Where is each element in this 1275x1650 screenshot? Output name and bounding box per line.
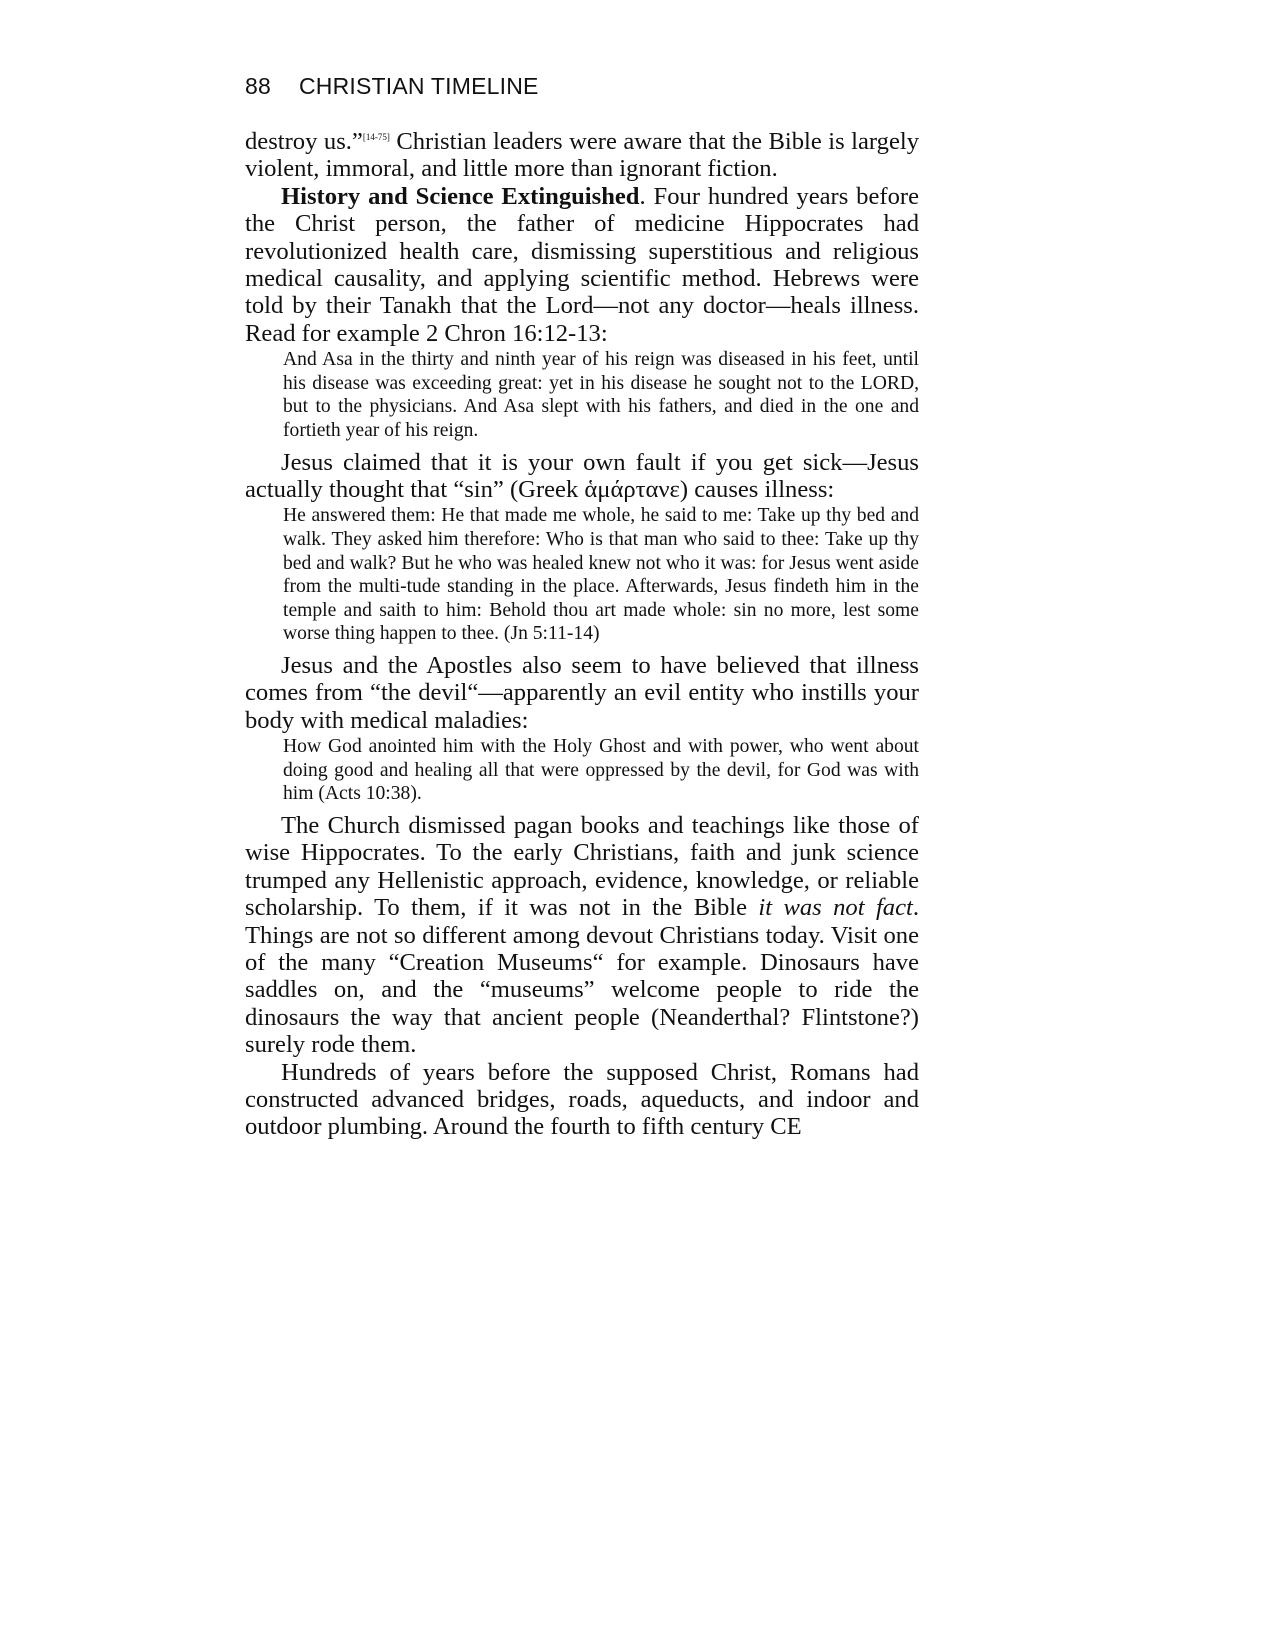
page-number: 88 bbox=[245, 73, 271, 99]
paragraph-6: Hundreds of years before the supposed Christ, Romans had constructed advanced bridges, roads, aqueducts, and indoor and outdoor plumbing. Around the fourth to fifth century CE bbox=[245, 1058, 919, 1141]
block-quote-3: How God anointed him with the Holy Ghost and with power, who went about doing good and healing all that were oppressed by the devil, for God was with him (Acts 10:38). bbox=[283, 736, 919, 805]
paragraph-2-text: . Four hundred years before the Christ person, the father of medicine Hippocrates had revolutionized health care, dismissing superstitious and religious medical causality, and applying scientific method. Hebrews were told by their Tanakh that the Lord—not any doctor—heals illness. Read for example 2 Chron 16:12-13: bbox=[245, 182, 919, 347]
block-quote-1: And Asa in the thirty and ninth year of his reign was diseased in his feet, until his disease was exceeding great: yet in his disease he sought not to the LORD, but to the physicians. And Asa slept with his fathers, and died in the one and fortieth year of his reign. bbox=[283, 349, 919, 442]
paragraph-1-text-b: Christian leaders were aware that the Bible is largely violent, immoral, and little more than ignorant fiction. bbox=[245, 128, 919, 183]
paragraph-1 bbox=[245, 128, 919, 183]
running-header bbox=[245, 73, 539, 100]
paragraph-3: Jesus claimed that it is your own fault if you get sick—Jesus actually thought that “sin” (Greek ἁμάρτανε) causes illness: bbox=[245, 448, 919, 504]
block-quote-2: He answered them: He that made me whole, he said to me: Take up thy bed and walk. They asked him therefore: Who is that man who said to thee: Take up thy bed and walk? But he who was healed knew not who it was: for Jesus went aside from the multi-tude standing in the place. Afterwards, Jesus findeth him in the temple and saith to him: Behold thou art made whole: sin no more, lest some worse thing happen to thee. (Jn 5:11-14) bbox=[283, 505, 919, 645]
footnote-reference: [14-75] bbox=[362, 131, 390, 142]
paragraph-5-text-a: The Church dismissed pagan books and teachings like those of wise Hippocrates. To the early Christians, faith and junk science trumped any Hellenistic approach, evidence, knowledge, or reliable scholarship. To them, if it was not in the Bible bbox=[245, 812, 919, 922]
paragraph-1-text-a: destroy us.” bbox=[245, 128, 363, 155]
emphasis-text: it was not fact bbox=[758, 894, 913, 922]
paragraph-4: Jesus and the Apostles also seem to have believed that illness comes from “the devil“—apparently an evil entity who instills your body with medical maladies: bbox=[245, 652, 919, 734]
running-title: CHRISTIAN TIMELINE bbox=[298, 73, 539, 99]
paragraph-5 bbox=[245, 812, 919, 1059]
paragraph-2 bbox=[245, 183, 919, 347]
paragraph-5-text-b: . Things are not so different among devout Christians today. Visit one of the many “Creation Museums“ for example. Dinosaurs have saddles on, and the “museums” welcome people to ride the dinosaurs the way that ancient people (Neanderthal? Flintstone?) surely rode them. bbox=[245, 894, 919, 1059]
section-heading: History and Science Extinguished bbox=[281, 182, 640, 210]
text-column bbox=[245, 128, 919, 1141]
